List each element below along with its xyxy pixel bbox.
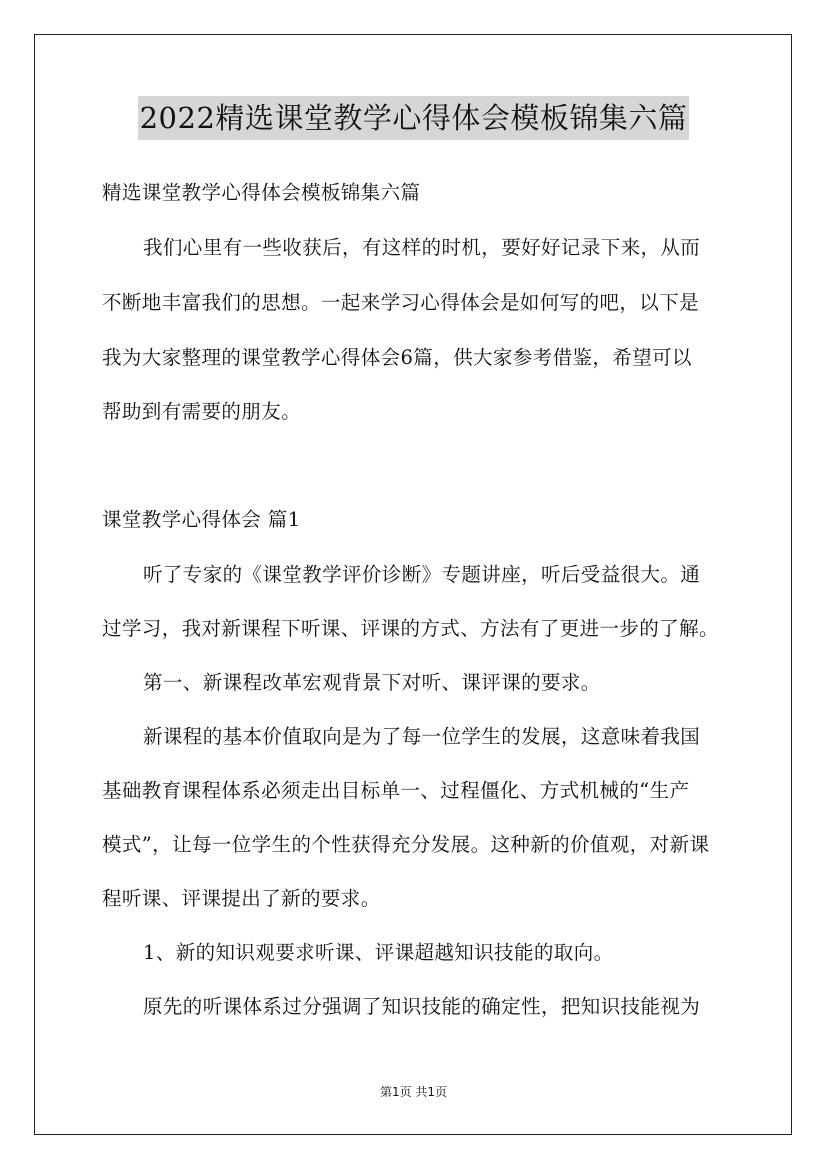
title-container — [0, 96, 827, 140]
page-footer: 第1页 共1页 — [379, 1085, 448, 1099]
body-line: 1、新的知识观要求听课、评课超越知识技能的取向。 — [143, 941, 614, 964]
body-line: 过学习，我对新课程下听课、评课的方式、方法有了更进一步的了解。 — [102, 617, 719, 640]
body-line: 第一、新课程改革宏观背景下对听、课评课的要求。 — [143, 671, 601, 694]
body-line: 新课程的基本价值取向是为了每一位学生的发展，这意味着我国 — [143, 725, 701, 748]
body-line: 不断地丰富我们的思想。一起来学习心得体会是如何写的吧，以下是 — [102, 291, 700, 314]
section-heading: 课堂教学心得体会 篇1 — [102, 508, 301, 531]
body-line: 原先的听课体系过分强调了知识技能的确定性，把知识技能视为 — [143, 995, 701, 1018]
document-title: 2022精选课堂教学心得体会模板锦集六篇 — [138, 96, 690, 140]
body-line: 听了专家的《课堂教学评价诊断》专题讲座，听后受益很大。通 — [143, 563, 701, 586]
body-line: 我们心里有一些收获后，有这样的时机，要好好记录下来，从而 — [143, 236, 701, 259]
body-line: 我为大家整理的课堂教学心得体会6篇，供大家参考借鉴，希望可以 — [102, 346, 692, 369]
subtitle-line: 精选课堂教学心得体会模板锦集六篇 — [102, 181, 421, 204]
body-line: 模式”，让每一位学生的个性获得充分发展。这种新的价值观，对新课 — [102, 833, 710, 856]
body-line: 基础教育课程体系必须走出目标单一、过程僵化、方式机械的“生产 — [102, 779, 690, 802]
body-line: 帮助到有需要的朋友。 — [102, 400, 302, 423]
body-line: 程听课、评课提出了新的要求。 — [102, 887, 381, 910]
